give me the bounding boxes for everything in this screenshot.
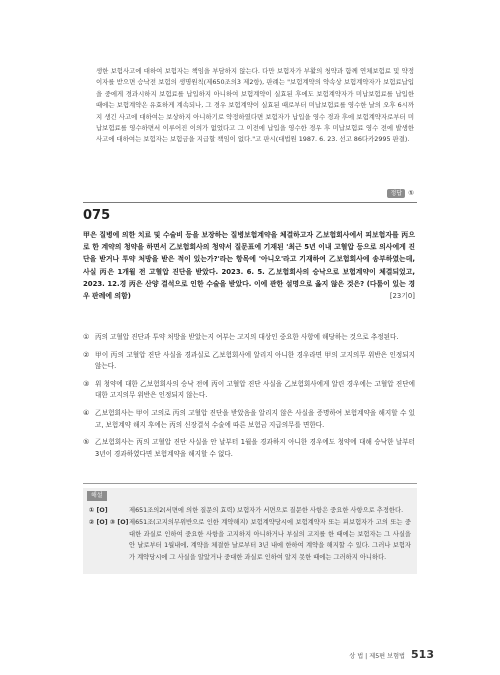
option-text: 乙보험회사는 丙의 고혈압 진단 사실을 안 날부터 1월을 경과하지 아니한 경우에도 청약에 대해 승낙한 날부터 3년이 경과하였다면 보험계약을 해지할 수 없다. [95, 438, 415, 458]
explanation-text: 제651조의2(서면에 의한 질문의 효력) 보험자가 서면으로 질문한 사항은 중요한 사항으로 추정한다. [129, 507, 404, 514]
divider-middle [83, 483, 417, 484]
explanation-text: 제651조(고지의무위반으로 인한 계약해지) 보험계약당시에 보험계약자 또는 피보험자가 고의 또는 중대한 과실로 인하여 중요한 사항을 고지하지 아니하거나 부실의 고지를 한 때에는 보험자는 그 사실을 안 날로부터 1월내에, 계약을 체결한 날로부터 3년 내에 한하여 계약을 해지할 수 있다. 그러나 보험자가 계약당시에 그 사실을 알았거나 중대한 과실로 인하여 알지 못한 때에는 그러하지 아니하다. [129, 519, 411, 561]
answer-value: ⑤ [408, 189, 414, 197]
explanation-item-2 [89, 517, 411, 563]
question-number: 075 [83, 208, 111, 223]
answer-options [83, 332, 415, 466]
question-source: [23기0] [389, 292, 415, 301]
option-3 [83, 379, 415, 402]
page-footer [300, 648, 434, 661]
option-number: ① [83, 333, 90, 341]
option-text: 乙보험회사는 甲이 고의로 丙의 고혈압 진단을 받았음을 알리지 않은 사실을 증명하여 보험계약을 해지할 수 있고, 보험계약 해지 후에는 丙의 신장결석 수술에 따른 보험금 지급의무를 면한다. [95, 408, 415, 429]
explanation-body [89, 505, 411, 564]
question-stem [83, 229, 415, 302]
answer-badge: 정답 [387, 189, 405, 198]
explanation-tab: 해설 [87, 491, 107, 501]
option-2 [83, 350, 415, 373]
question-text: 甲은 질병에 의한 치료 및 수술비 등을 보장하는 질병보험계약을 체결하고자 乙보험회사에서 피보험자를 丙으로 한 계약의 청약을 하면서 乙보험회사의 청약서 질문표에 기재된 '최근 5년 이내 고혈압 등으로 의사에게 진단을 받거나 투약 처방을 받은 적이 있는가?'라는 항목에 '아니오'라고 기재하여 乙보험회사에 송부하였는데, 사실 丙은 1개월 전 고혈압 진단을 받았다. 2023. 6. 5. 乙보험회사의 승낙으로 보험계약이 체결되었고, 2023. 12.경 丙은 산양 결석으로 인한 수술을 받았다. 이에 관한 설명으로 옳지 않은 것은? (다툼이 있는 경우 판례에 의함) [83, 231, 415, 301]
option-5 [83, 437, 415, 460]
explanation-number: ① [O] [89, 507, 108, 514]
answer-line [300, 189, 414, 198]
option-text: 丙의 고혈압 진단과 투약 처방을 받았는지 여부는 고지의 대상인 중요한 사항에 해당하는 것으로 추정된다. [95, 333, 399, 341]
option-number: ② [83, 350, 90, 359]
page-number: 513 [411, 648, 434, 661]
footer-section-label: 상 법 | 제5편 보험법 [349, 653, 406, 660]
explanation-number: ② [O] ③ [O] [89, 519, 129, 527]
option-text: 위 청약에 대한 乙보험회사의 승낙 전에 丙이 고혈압 진단 사실을 乙보험회사에게 알린 경우에는 고혈압 진단에 대한 고지의무 위반은 인정되지 않는다. [95, 379, 415, 400]
option-4 [83, 408, 415, 431]
explanation-item-1 [89, 505, 411, 516]
divider-top [83, 202, 417, 203]
option-number: ③ [83, 379, 90, 388]
previous-paragraph: 생한 보험사고에 대하여 보험자는 책임을 부담하지 않는다. 다만 보험자가 부활의 청약과 함께 연체보험료 및 약정이자를 받으면 승낙전 보험의 생명원칙(제650조의3 제2항), 판례는 "보험계약의 약속상 보험계약자가 보험료납입을 중에게 경과시하지 보험료를 납입하지 아니하여 보험계약이 실효된 후에도 보험계약자가 미납보험료를 납입한 때에는 보험계약은 유효하게 계속되나, 그 경우 보험계약이 실효된 때로부터 미납보험료를 영수한 날의 오후 6시까지 생긴 사고에 대하여는 보상하지 아니하기로 약정하였다면 보험자가 납입을 영수 경과 후에 보험계약자로부터 미납보험료를 영수하면서 이루어진 이의가 없었다고 그 이전에 납입을 영수한 경우 후 미납보험료 영수 전에 발생한 사고에 대하여는 보험자는 보험금을 지급할 책임이 없다."고 판시(대법원 1987. 6. 23. 선고 86다카2995 판결). [96, 67, 414, 144]
explanation-box [83, 488, 417, 574]
option-number: ④ [83, 408, 90, 417]
option-1 [83, 332, 415, 344]
previous-question-explanation [96, 66, 414, 146]
option-text: 甲이 丙의 고혈압 진단 사실을 경과실로 乙보험회사에 알리지 아니한 경우라면 甲의 고지의무 위반은 인정되지 않는다. [95, 350, 415, 371]
option-number: ⑤ [83, 438, 90, 447]
